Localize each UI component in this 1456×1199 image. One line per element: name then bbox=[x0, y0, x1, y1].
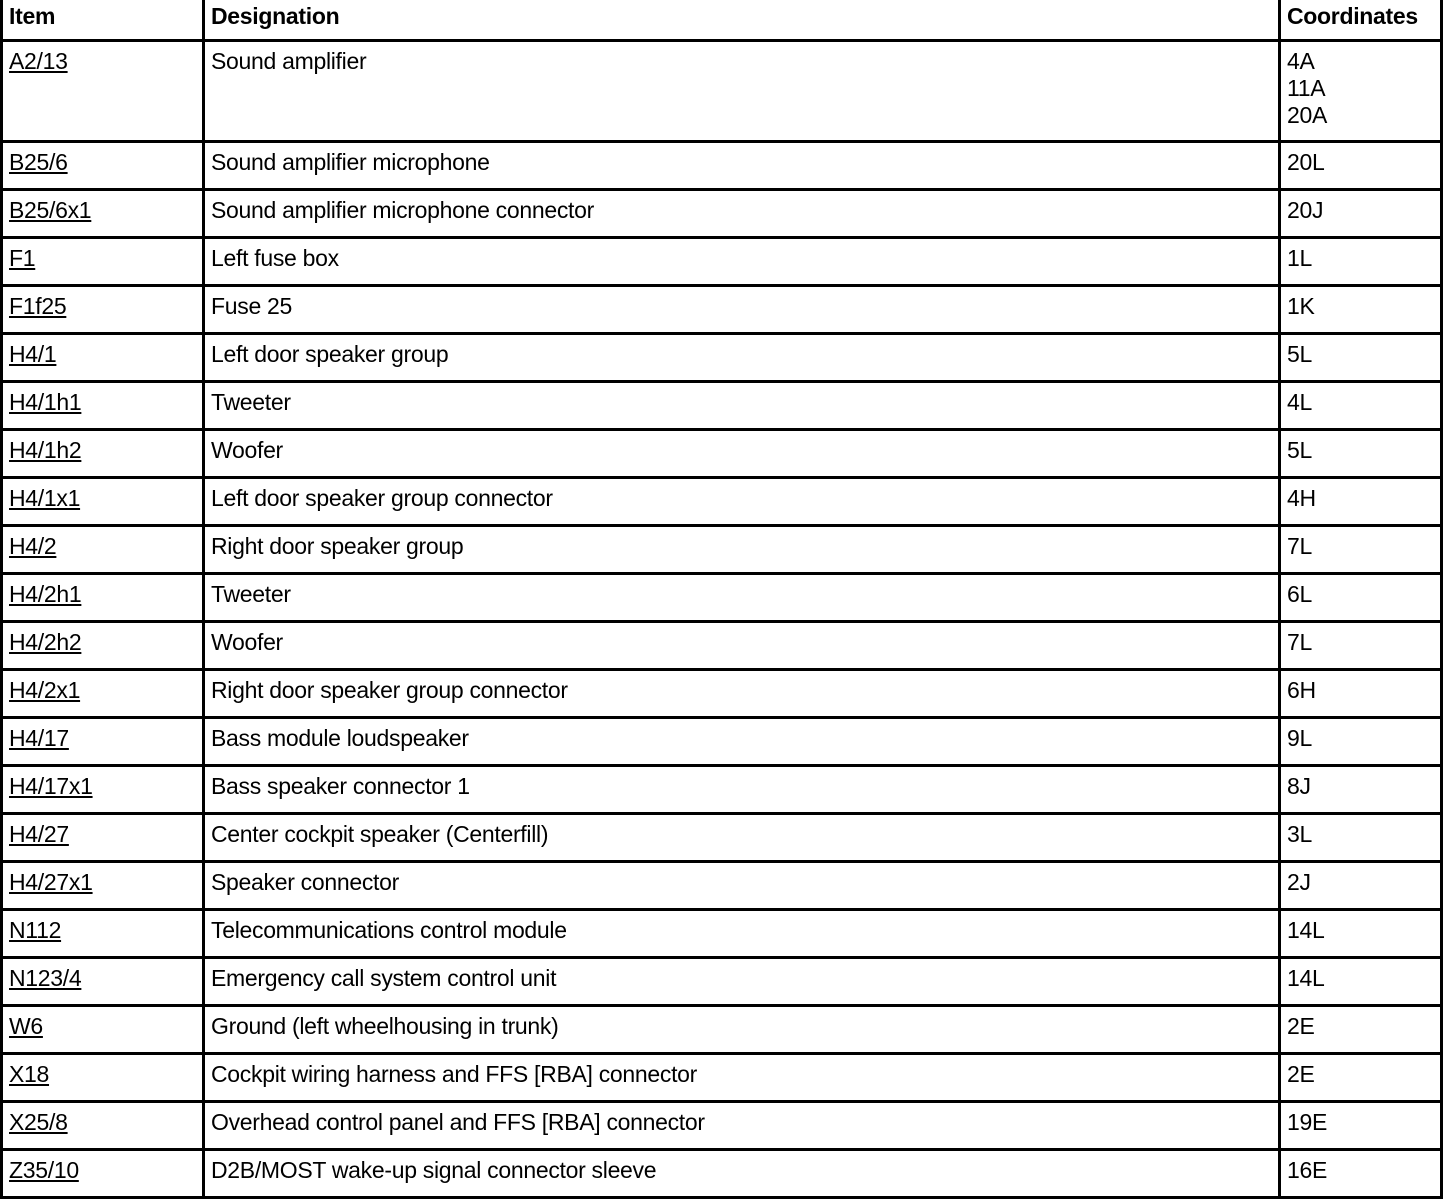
table-row bbox=[2, 814, 1442, 862]
designation-cell: Cockpit wiring harness and FFS [RBA] connector bbox=[204, 1054, 1280, 1102]
designation-cell: Bass speaker connector 1 bbox=[204, 766, 1280, 814]
coordinate-value: 20L bbox=[1287, 149, 1325, 175]
coordinates-cell bbox=[1280, 430, 1442, 478]
coordinate-value: 5L bbox=[1287, 437, 1312, 463]
table-row bbox=[2, 382, 1442, 430]
item-link[interactable]: H4/17x1 bbox=[9, 773, 93, 799]
coordinate-value: 2E bbox=[1287, 1013, 1315, 1039]
table-row bbox=[2, 430, 1442, 478]
coordinates-cell bbox=[1280, 670, 1442, 718]
item-cell bbox=[2, 1006, 204, 1054]
item-link[interactable]: H4/27 bbox=[9, 821, 69, 847]
table-row bbox=[2, 1054, 1442, 1102]
coordinate-value: 20J bbox=[1287, 197, 1324, 223]
coordinate-value: 1K bbox=[1287, 293, 1315, 319]
item-link[interactable]: H4/1h1 bbox=[9, 389, 82, 415]
coordinate-value: 19E bbox=[1287, 1109, 1328, 1135]
coordinate-value: 8J bbox=[1287, 773, 1311, 799]
item-cell bbox=[2, 622, 204, 670]
coordinates-cell bbox=[1280, 142, 1442, 190]
table-row bbox=[2, 910, 1442, 958]
item-cell bbox=[2, 1102, 204, 1150]
table-row bbox=[2, 1102, 1442, 1150]
designation-cell: Tweeter bbox=[204, 382, 1280, 430]
table-row bbox=[2, 718, 1442, 766]
designation-cell: Sound amplifier bbox=[204, 41, 1280, 142]
designation-cell: Woofer bbox=[204, 430, 1280, 478]
coordinate-value: 14L bbox=[1287, 965, 1325, 991]
coordinates-cell bbox=[1280, 526, 1442, 574]
item-link[interactable]: H4/1h2 bbox=[9, 437, 82, 463]
item-cell bbox=[2, 142, 204, 190]
item-link[interactable]: N123/4 bbox=[9, 965, 82, 991]
item-cell bbox=[2, 910, 204, 958]
coordinates-cell bbox=[1280, 574, 1442, 622]
designation-cell: Woofer bbox=[204, 622, 1280, 670]
item-cell bbox=[2, 670, 204, 718]
coordinates-cell bbox=[1280, 1054, 1442, 1102]
item-cell bbox=[2, 1054, 204, 1102]
item-link[interactable]: F1 bbox=[9, 245, 36, 271]
designation-cell: Right door speaker group bbox=[204, 526, 1280, 574]
designation-cell: Telecommunications control module bbox=[204, 910, 1280, 958]
table-row bbox=[2, 574, 1442, 622]
item-link[interactable]: H4/17 bbox=[9, 725, 69, 751]
coordinate-value: 2E bbox=[1287, 1061, 1315, 1087]
coordinates-cell bbox=[1280, 622, 1442, 670]
table-row bbox=[2, 766, 1442, 814]
designation-cell: Left door speaker group connector bbox=[204, 478, 1280, 526]
coordinate-value: 14L bbox=[1287, 917, 1325, 943]
item-cell bbox=[2, 958, 204, 1006]
item-cell bbox=[2, 862, 204, 910]
item-cell bbox=[2, 718, 204, 766]
item-cell bbox=[2, 574, 204, 622]
item-link[interactable]: X18 bbox=[9, 1061, 50, 1087]
coordinates-cell bbox=[1280, 1102, 1442, 1150]
table-row bbox=[2, 622, 1442, 670]
coordinate-value: 11A bbox=[1287, 75, 1326, 101]
item-link[interactable]: Z35/10 bbox=[9, 1157, 79, 1183]
item-link[interactable]: B25/6 bbox=[9, 149, 68, 175]
coordinate-value: 16E bbox=[1287, 1157, 1328, 1183]
table-body bbox=[2, 41, 1442, 1198]
coordinates-cell bbox=[1280, 718, 1442, 766]
table-row bbox=[2, 862, 1442, 910]
item-cell bbox=[2, 334, 204, 382]
coordinates-cell bbox=[1280, 1150, 1442, 1198]
coordinate-value: 4H bbox=[1287, 485, 1316, 511]
item-link[interactable]: H4/1 bbox=[9, 341, 57, 367]
designation-cell: Speaker connector bbox=[204, 862, 1280, 910]
coordinates-cell bbox=[1280, 910, 1442, 958]
item-link[interactable]: H4/2h2 bbox=[9, 629, 82, 655]
coordinate-value: 6L bbox=[1287, 581, 1312, 607]
item-link[interactable]: F1f25 bbox=[9, 293, 67, 319]
item-cell bbox=[2, 478, 204, 526]
table-row bbox=[2, 670, 1442, 718]
item-cell bbox=[2, 430, 204, 478]
item-link[interactable]: H4/27x1 bbox=[9, 869, 93, 895]
designation-cell: Left door speaker group bbox=[204, 334, 1280, 382]
item-cell bbox=[2, 190, 204, 238]
table-row bbox=[2, 1006, 1442, 1054]
item-cell bbox=[2, 238, 204, 286]
designation-cell: Fuse 25 bbox=[204, 286, 1280, 334]
table-header-row bbox=[2, 0, 1442, 41]
table-row bbox=[2, 41, 1442, 142]
table-row bbox=[2, 958, 1442, 1006]
table-row bbox=[2, 286, 1442, 334]
designation-cell: Right door speaker group connector bbox=[204, 670, 1280, 718]
coordinates-cell bbox=[1280, 190, 1442, 238]
coordinate-value: 7L bbox=[1287, 533, 1312, 559]
designation-cell: Sound amplifier microphone connector bbox=[204, 190, 1280, 238]
coordinates-cell bbox=[1280, 334, 1442, 382]
coordinates-cell bbox=[1280, 382, 1442, 430]
coordinate-value: 9L bbox=[1287, 725, 1312, 751]
designation-cell: Tweeter bbox=[204, 574, 1280, 622]
coordinate-value: 2J bbox=[1287, 869, 1311, 895]
table-row bbox=[2, 1150, 1442, 1198]
item-cell bbox=[2, 41, 204, 142]
header-coordinates: Coordinates bbox=[1280, 0, 1442, 41]
item-link[interactable]: N112 bbox=[9, 917, 62, 943]
coordinate-value: 4L bbox=[1287, 389, 1312, 415]
item-link[interactable]: H4/2x1 bbox=[9, 677, 81, 703]
coordinates-cell bbox=[1280, 238, 1442, 286]
item-cell bbox=[2, 814, 204, 862]
coordinate-value: 7L bbox=[1287, 629, 1312, 655]
designation-cell: Sound amplifier microphone bbox=[204, 142, 1280, 190]
designation-cell: Bass module loudspeaker bbox=[204, 718, 1280, 766]
designation-cell: D2B/MOST wake-up signal connector sleeve bbox=[204, 1150, 1280, 1198]
item-cell bbox=[2, 1150, 204, 1198]
table-row bbox=[2, 190, 1442, 238]
item-link[interactable]: H4/2 bbox=[9, 533, 57, 559]
coordinate-value: 5L bbox=[1287, 341, 1312, 367]
item-link[interactable]: W6 bbox=[9, 1013, 43, 1039]
designation-cell: Center cockpit speaker (Centerfill) bbox=[204, 814, 1280, 862]
table-row bbox=[2, 142, 1442, 190]
item-link[interactable]: B25/6x1 bbox=[9, 197, 92, 223]
coordinate-value: 1L bbox=[1287, 245, 1312, 271]
item-cell bbox=[2, 526, 204, 574]
table-row bbox=[2, 334, 1442, 382]
coordinates-cell bbox=[1280, 766, 1442, 814]
coordinates-cell bbox=[1280, 862, 1442, 910]
coordinate-value: 3L bbox=[1287, 821, 1312, 847]
header-item: Item bbox=[2, 0, 204, 41]
item-link[interactable]: A2/13 bbox=[9, 48, 68, 74]
item-cell bbox=[2, 766, 204, 814]
table-row bbox=[2, 238, 1442, 286]
designation-cell: Overhead control panel and FFS [RBA] connector bbox=[204, 1102, 1280, 1150]
item-link[interactable]: X25/8 bbox=[9, 1109, 68, 1135]
header-designation: Designation bbox=[204, 0, 1280, 41]
item-link[interactable]: H4/2h1 bbox=[9, 581, 82, 607]
coordinates-cell bbox=[1280, 814, 1442, 862]
designation-cell: Ground (left wheelhousing in trunk) bbox=[204, 1006, 1280, 1054]
coordinate-value: 6H bbox=[1287, 677, 1316, 703]
item-cell bbox=[2, 382, 204, 430]
coordinates-cell bbox=[1280, 1006, 1442, 1054]
designation-cell: Emergency call system control unit bbox=[204, 958, 1280, 1006]
table-row bbox=[2, 478, 1442, 526]
coordinate-value: 20A bbox=[1287, 102, 1328, 128]
designation-cell: Left fuse box bbox=[204, 238, 1280, 286]
coordinates-cell bbox=[1280, 958, 1442, 1006]
item-link[interactable]: H4/1x1 bbox=[9, 485, 81, 511]
coordinate-value: 4A bbox=[1287, 48, 1315, 74]
coordinates-cell bbox=[1280, 478, 1442, 526]
coordinates-cell bbox=[1280, 286, 1442, 334]
coordinates-cell bbox=[1280, 41, 1442, 142]
item-cell bbox=[2, 286, 204, 334]
table-row bbox=[2, 526, 1442, 574]
